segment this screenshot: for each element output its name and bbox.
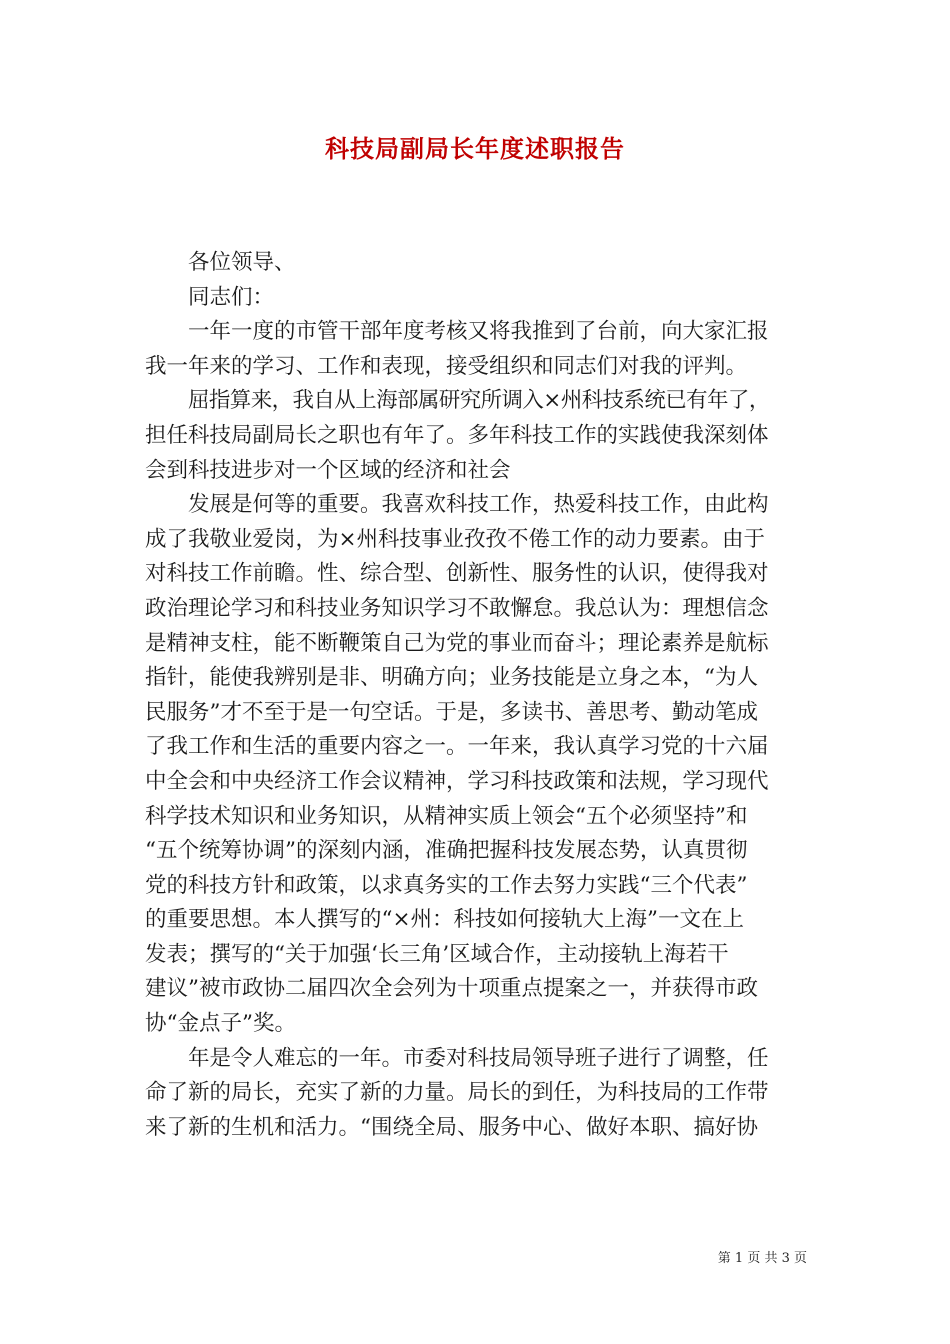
paragraph-salutation-1 xyxy=(145,246,807,281)
text-line: 成了我敬业爱岗，为×州科技事业孜孜不倦工作的动力要素。由于 xyxy=(145,526,766,552)
text-line: 担任科技局副局长之职也有年了。多年科技工作的实践使我深刻体 xyxy=(145,422,769,448)
text-line: 了我工作和生活的重要内容之一。一年来，我认真学习党的十六届 xyxy=(145,734,769,760)
text-line: 协“金点子”奖。 xyxy=(145,1011,296,1037)
page-number: 第 1 页 共 3 页 xyxy=(717,1251,807,1266)
text-line: 建议”被市政协二届四次全会列为十项重点提案之一，并获得市政 xyxy=(145,976,758,1002)
paragraph-study xyxy=(145,488,807,1042)
paragraph-intro xyxy=(145,315,807,384)
text-line: 同志们： xyxy=(188,284,275,310)
document-title: 科技局副局长年度述职报告 xyxy=(325,134,625,163)
text-line: 我一年来的学习、工作和表现，接受组织和同志们对我的评判。 xyxy=(145,353,748,379)
text-line: 来了新的生机和活力。“围绕全局、服务中心、做好本职、搞好协 xyxy=(145,1114,758,1140)
document-body xyxy=(145,246,807,1145)
text-line: 对科技工作前瞻。性、综合型、创新性、服务性的认识，使得我对 xyxy=(145,561,769,587)
paragraph-year xyxy=(145,1042,807,1146)
text-line: 发展是何等的重要。我喜欢科技工作，热爱科技工作，由此构 xyxy=(188,492,769,518)
text-line: 会到科技进步对一个区域的经济和社会 xyxy=(145,457,511,483)
text-line: 发表；撰写的“关于加强‘长三角’区域合作，主动接轨上海若干 xyxy=(145,941,729,967)
text-line: 的重要思想。本人撰写的“×州：科技如何接轨大上海”一文在上 xyxy=(145,907,745,933)
text-line: 各位领导、 xyxy=(188,250,296,275)
paragraph-background xyxy=(145,384,807,488)
text-line: 中全会和中央经济工作会议精神，学习科技政策和法规，学习现代 xyxy=(145,768,769,794)
text-line: 指针，能使我辨别是非、明确方向；业务技能是立身之本，“为人 xyxy=(145,665,758,691)
text-line: 政治理论学习和科技业务知识学习不敢懈怠。我总认为：理想信念 xyxy=(145,595,769,621)
text-line: 年是令人难忘的一年。市委对科技局领导班子进行了调整，任 xyxy=(188,1045,769,1071)
text-line: 一年一度的市管干部年度考核又将我推到了台前，向大家汇报 xyxy=(188,319,769,345)
text-line: 党的科技方针和政策，以求真务实的工作去努力实践“三个代表” xyxy=(145,872,748,898)
paragraph-salutation-2 xyxy=(145,281,807,316)
text-line: “五个统筹协调”的深刻内涵，准确把握科技发展态势，认真贯彻 xyxy=(145,838,748,864)
text-line: 命了新的局长，充实了新的力量。局长的到任，为科技局的工作带 xyxy=(145,1080,769,1106)
text-line: 屈指算来，我自从上海部属研究所调入×州科技系统已有年了， xyxy=(188,388,770,414)
text-line: 科学技术知识和业务知识，从精神实质上领会“五个必须坚持”和 xyxy=(145,803,748,829)
text-line: 民服务”才不至于是一句空话。于是，多读书、善思考、勤动笔成 xyxy=(145,699,758,725)
text-line: 是精神支柱，能不断鞭策自己为党的事业而奋斗；理论素养是航标 xyxy=(145,630,769,656)
